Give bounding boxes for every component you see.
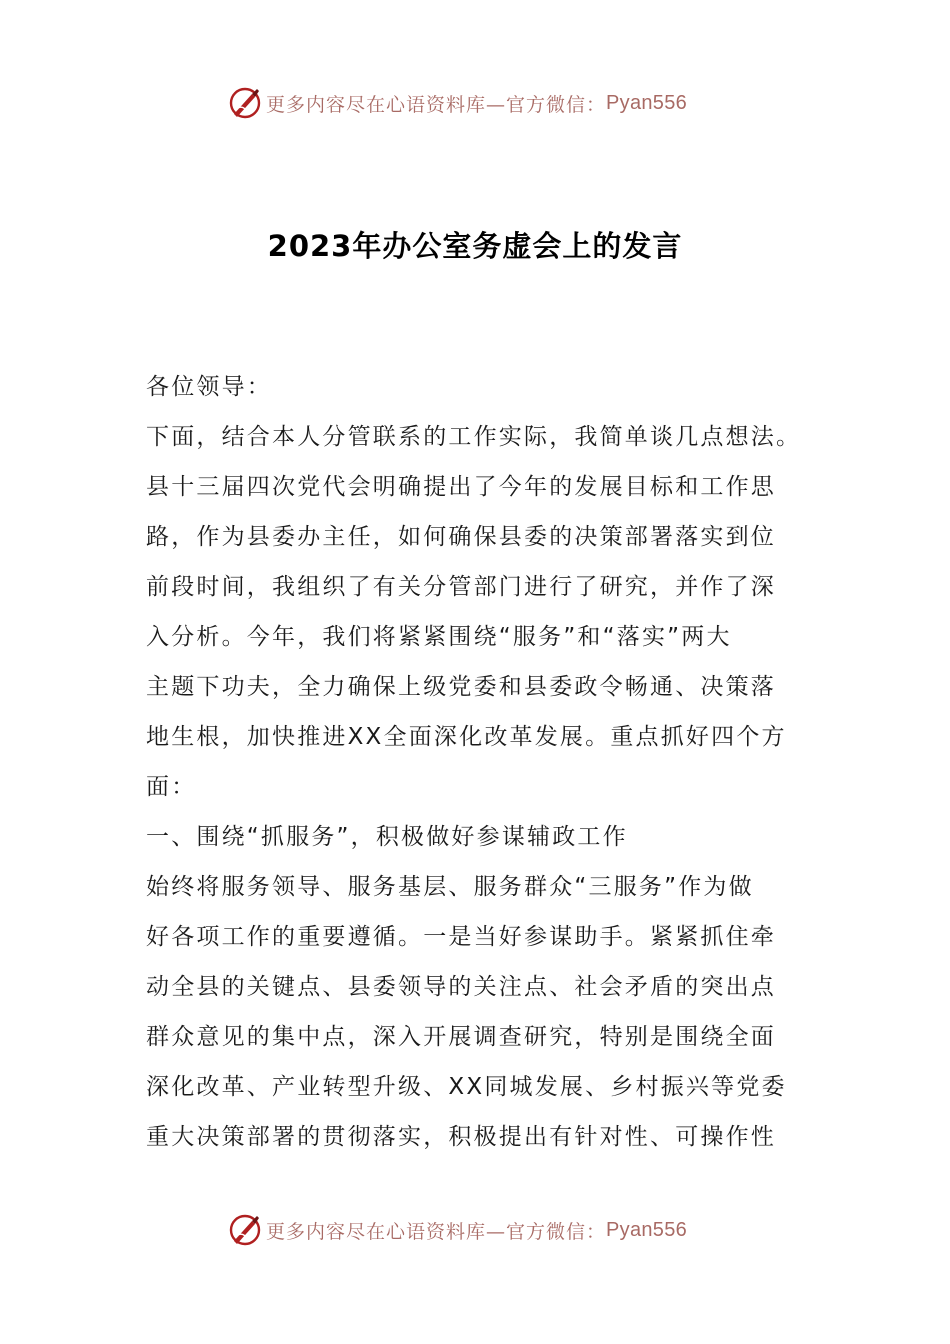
body-line: 前段时间，我组织了有关分管部门进行了研究，并作了深 — [146, 574, 776, 600]
body-line: 县十三届四次党代会明确提出了今年的发展目标和工作思 — [146, 474, 776, 500]
footer-watermark-banner — [228, 1212, 687, 1248]
section-heading: 一、围绕“抓服务”，积极做好参谋辅政工作 — [146, 824, 628, 850]
body-line: 入分析。今年，我们将紧紧围绕“服务”和“落实”两大 — [146, 624, 732, 650]
header-wechat-id: Pyan556 — [606, 91, 688, 114]
document-body — [146, 362, 806, 1162]
body-line: 动全县的关键点、县委领导的关注点、社会矛盾的突出点 — [146, 974, 776, 1000]
body-line: 始终将服务领导、服务基层、服务群众“三服务”作为做 — [146, 874, 754, 900]
footer-banner-text: 更多内容尽在心语资料库—官方微信： — [266, 1220, 607, 1243]
document-title: 2023年办公室务虚会上的发言 — [267, 229, 683, 263]
body-line: 群众意见的集中点，深入开展调查研究，特别是围绕全面 — [146, 1024, 776, 1050]
header-watermark-banner — [228, 85, 687, 121]
body-line: 面： — [146, 774, 197, 800]
body-line: 好各项工作的重要遵循。一是当好参谋助手。紧紧抓住牵 — [146, 924, 776, 950]
pen-logo-icon — [228, 86, 262, 120]
body-line: 下面，结合本人分管联系的工作实际，我简单谈几点想法。 — [146, 424, 802, 450]
body-line: 路，作为县委办主任，如何确保县委的决策部署落实到位 — [146, 524, 776, 550]
body-line: 深化改革、产业转型升级、XX同城发展、乡村振兴等党委 — [146, 1074, 787, 1100]
header-banner-text: 更多内容尽在心语资料库—官方微信： — [266, 93, 607, 116]
body-line: 重大决策部署的贯彻落实，积极提出有针对性、可操作性 — [146, 1124, 776, 1150]
body-line: 各位领导： — [146, 374, 272, 400]
body-line: 地生根，加快推进XX全面深化改革发展。重点抓好四个方 — [146, 724, 787, 750]
footer-wechat-id: Pyan556 — [606, 1218, 688, 1241]
pen-logo-icon — [228, 1213, 262, 1247]
body-line: 主题下功夫，全力确保上级党委和县委政令畅通、决策落 — [146, 674, 776, 700]
